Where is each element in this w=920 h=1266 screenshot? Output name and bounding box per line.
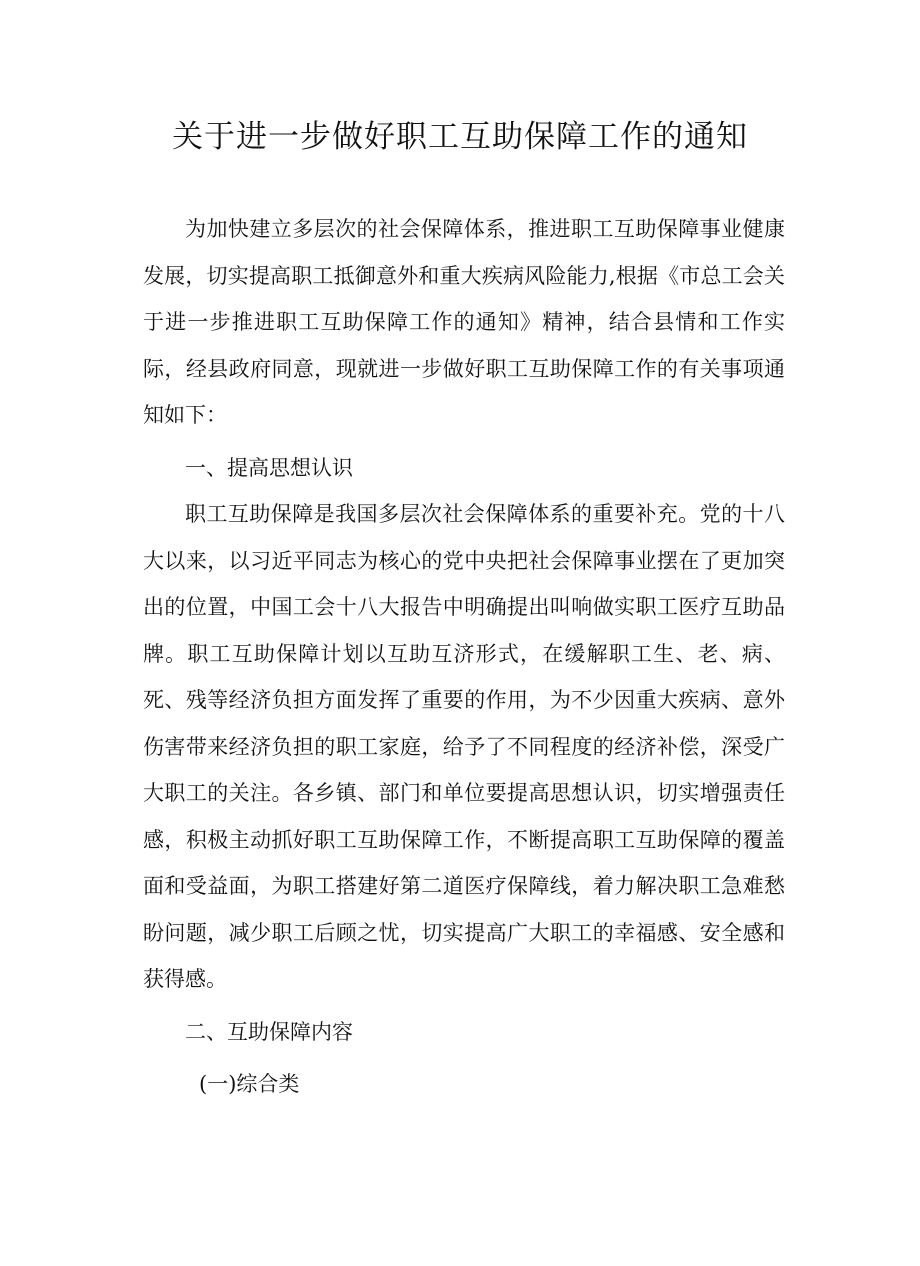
section-2-subheading-1: (一)综合类 [199,1072,300,1096]
intro-paragraph: 为加快建立多层次的社会保障体系，推进职工互助保障事业健康发展，切实提高职工抵御意外和重大疾病风险能力,根据《市总工会关于进一步推进职工互助保障工作的通知》精神，结合县情和工作实际，经县政府同意，现就进一步做好职工互助保障工作的有关事项通知如下： [143,217,785,427]
section-2-heading: 二、互助保障内容 [185,1019,353,1044]
document-title: 关于进一步做好职工互助保障工作的通知 [172,119,748,155]
document-body [143,206,785,1108]
section-1-paragraph: 职工互助保障是我国多层次社会保障体系的重要补充。党的十八大以来，以习近平同志为核心的党中央把社会保障事业摆在了更加突出的位置，中国工会十八大报告中明确提出叫响做实职工医疗互助品牌。职工互助保障计划以互助互济形式，在缓解职工生、老、病、死、残等经济负担方面发挥了重要的作用，为不少因重大疾病、意外伤害带来经济负担的职工家庭，给予了不同程度的经济补偿，深受广大职工的关注。各乡镇、部门和单位要提高思想认识，切实增强责任感，积极主动抓好职工互助保障工作，不断提高职工互助保障的覆盖面和受益面，为职工搭建好第二道医疗保障线，着力解决职工急难愁盼问题，减少职工后顾之忧，切实提高广大职工的幸福感、安全感和获得感。 [143,502,785,991]
section-1-heading: 一、提高思想认识 [185,455,353,480]
